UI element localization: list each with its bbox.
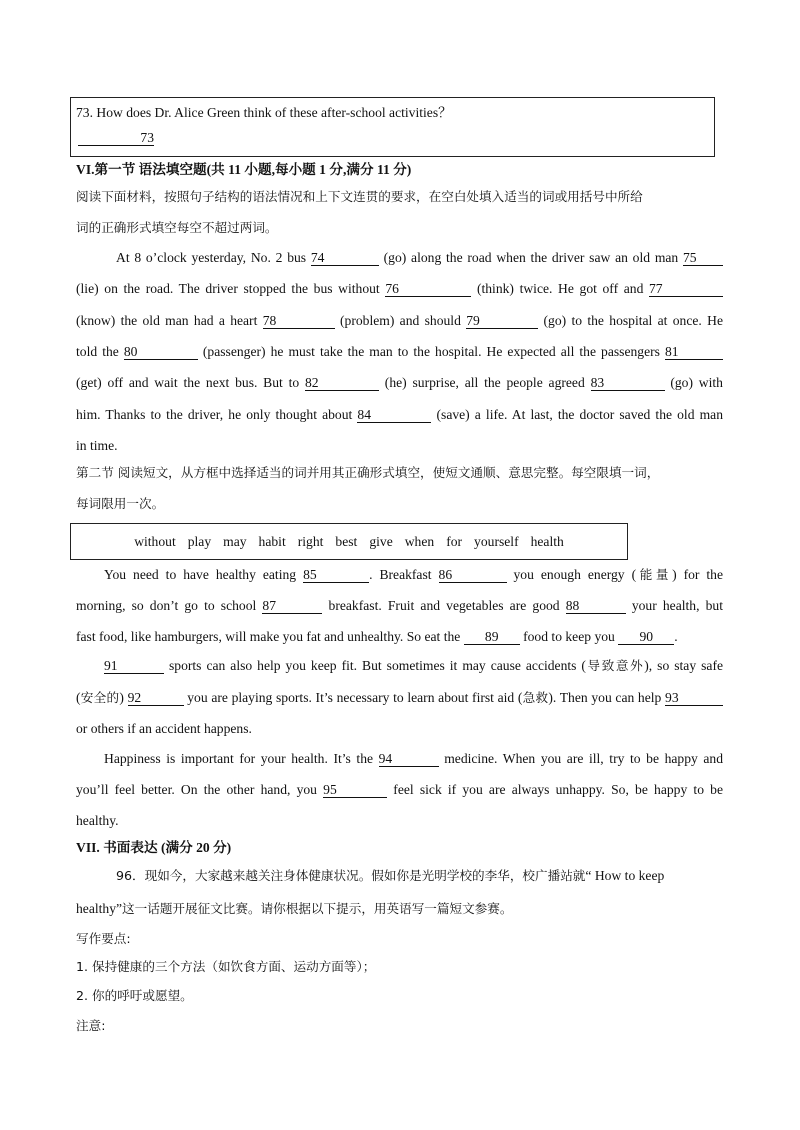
blank-85[interactable]: 85 bbox=[303, 567, 369, 583]
section-6-instruction-1: 阅读下面材料，按照句子结构的语法情况和上下文连贯的要求，在空白处填入适当的词或用括号中所给 bbox=[76, 189, 643, 204]
blank-78[interactable]: 78 bbox=[263, 313, 335, 329]
word-bank-item: health bbox=[530, 533, 564, 549]
blank-95[interactable]: 95 bbox=[323, 782, 387, 798]
question-73-text: 73. How does Dr. Alice Green think of these after-school activities？ bbox=[76, 105, 452, 120]
passage-1-line-3: (know) the old man had a heart 78 (problem) and should 79 (go) to the hospital at once. He bbox=[76, 313, 723, 328]
word-bank-item: may bbox=[223, 533, 247, 549]
passage-2-line-1: You need to have healthy eating 85 . Breakfast 86 you enough energy (能量) for the bbox=[104, 567, 724, 582]
blank-73[interactable]: 73 bbox=[78, 130, 154, 146]
passage-2-line-2: morning, so don’t go to school 87 breakfast. Fruit and vegetables are good 88 your health, but bbox=[76, 598, 723, 613]
word-bank-item: play bbox=[187, 533, 212, 549]
blank-89[interactable]: 89 bbox=[464, 629, 520, 645]
word-bank-item: best bbox=[335, 533, 358, 549]
passage-2-line-9: healthy. bbox=[76, 813, 119, 828]
passage-1-line-6: him. Thanks to the driver, he only thought about 84 (save) a life. At last, the doctor saved the old man bbox=[76, 407, 723, 422]
word-bank-item: habit bbox=[258, 533, 286, 549]
section-7-heading: VII. 书面表达 (满分 20 分) bbox=[76, 840, 232, 855]
passage-1-line-7: in time. bbox=[76, 438, 118, 453]
blank-92[interactable]: 92 bbox=[128, 690, 184, 706]
blank-90[interactable]: 90 bbox=[618, 629, 674, 645]
blank-88[interactable]: 88 bbox=[566, 598, 626, 614]
blank-93[interactable]: 93 bbox=[665, 690, 723, 706]
blank-82[interactable]: 82 bbox=[305, 375, 379, 391]
passage-1-line-5: (get) off and wait the next bus. But to 82 (he) surprise, all the people agreed 83 (go) with bbox=[76, 375, 723, 390]
writing-points-label: 写作要点: bbox=[76, 931, 131, 946]
section-6-instruction-2: 词的正确形式填空每空不超过两词。 bbox=[76, 220, 278, 235]
word-bank-item: give bbox=[369, 533, 393, 549]
blank-81[interactable]: 81 bbox=[665, 344, 723, 360]
blank-94[interactable]: 94 bbox=[379, 751, 439, 767]
section-6-part-2-instruction-2: 每词限用一次。 bbox=[76, 496, 165, 511]
passage-2-line-5: (安全的) 92 you are playing sports. It’s necessary to learn about first aid (急救). Then you can help 93 bbox=[76, 688, 723, 708]
writing-task-line-1: 96．现如今，大家越来越关注身体健康状况。假如你是光明学校的李华，校广播站就“ How to keep bbox=[116, 868, 665, 883]
blank-75[interactable]: 75 bbox=[683, 250, 723, 266]
writing-task-line-2: healthy”这一话题开展征文比赛。请你根据以下提示，用英语写一篇短文参赛。 bbox=[76, 901, 513, 916]
blank-76[interactable]: 76 bbox=[385, 281, 471, 297]
word-bank-item: when bbox=[404, 533, 435, 549]
passage-1-line-4: told the 80 (passenger) he must take the man to the hospital. He expected all the passengers 81 bbox=[76, 342, 723, 362]
word-bank-item: without bbox=[134, 533, 176, 549]
blank-77[interactable]: 77 bbox=[649, 281, 723, 297]
passage-1-line-2: (lie) on the road. The driver stopped the bus without 76 (think) twice. He got off and 77 bbox=[76, 279, 723, 299]
section-6-heading: VI.第一节 语法填空题(共 11 小题,每小题 1 分,满分 11 分) bbox=[76, 162, 412, 177]
word-bank-box bbox=[70, 523, 628, 560]
blank-79[interactable]: 79 bbox=[466, 313, 538, 329]
passage-1-line-1: At 8 o’clock yesterday, No. 2 bus 74 (go) along the road when the driver saw an old man 75 bbox=[116, 248, 723, 268]
writing-note-label: 注意: bbox=[76, 1018, 106, 1033]
passage-2-line-8: you’ll feel better. On the other hand, you 95 feel sick if you are always unhappy. So, be happy to be bbox=[76, 782, 723, 797]
blank-91[interactable]: 91 bbox=[104, 658, 164, 674]
word-bank-item: for bbox=[446, 533, 463, 549]
blank-84[interactable]: 84 bbox=[357, 407, 431, 423]
word-bank-item: yourself bbox=[474, 533, 519, 549]
blank-87[interactable]: 87 bbox=[262, 598, 322, 614]
blank-80[interactable]: 80 bbox=[124, 344, 198, 360]
blank-83[interactable]: 83 bbox=[591, 375, 665, 391]
blank-86[interactable]: 86 bbox=[439, 567, 507, 583]
passage-2-line-4: 91 sports can also help you keep fit. But sometimes it may cause accidents (导致意外), so stay safe bbox=[104, 658, 724, 673]
word-bank-item: right bbox=[297, 533, 324, 549]
writing-point-1: 1. 保持健康的三个方法（如饮食方面、运动方面等）； bbox=[76, 959, 376, 974]
section-6-part-2-instruction-1: 第二节 阅读短文，从方框中选择适当的词并用其正确形式填空，使短文通顺、意思完整。每空限填一词， bbox=[76, 465, 660, 480]
passage-2-line-6: or others if an accident happens. bbox=[76, 721, 252, 736]
passage-2-line-7: Happiness is important for your health. It’s the 94 medicine. When you are ill, try to be happy and bbox=[104, 751, 724, 766]
question-73-answer-blank[interactable] bbox=[78, 128, 154, 148]
writing-point-2: 2. 你的呼吁或愿望。 bbox=[76, 988, 193, 1003]
blank-74[interactable]: 74 bbox=[311, 250, 379, 266]
passage-2-line-3: fast food, like hamburgers, will make you fat and unhealthy. So eat the 89 food to keep you 90 . bbox=[76, 629, 678, 644]
